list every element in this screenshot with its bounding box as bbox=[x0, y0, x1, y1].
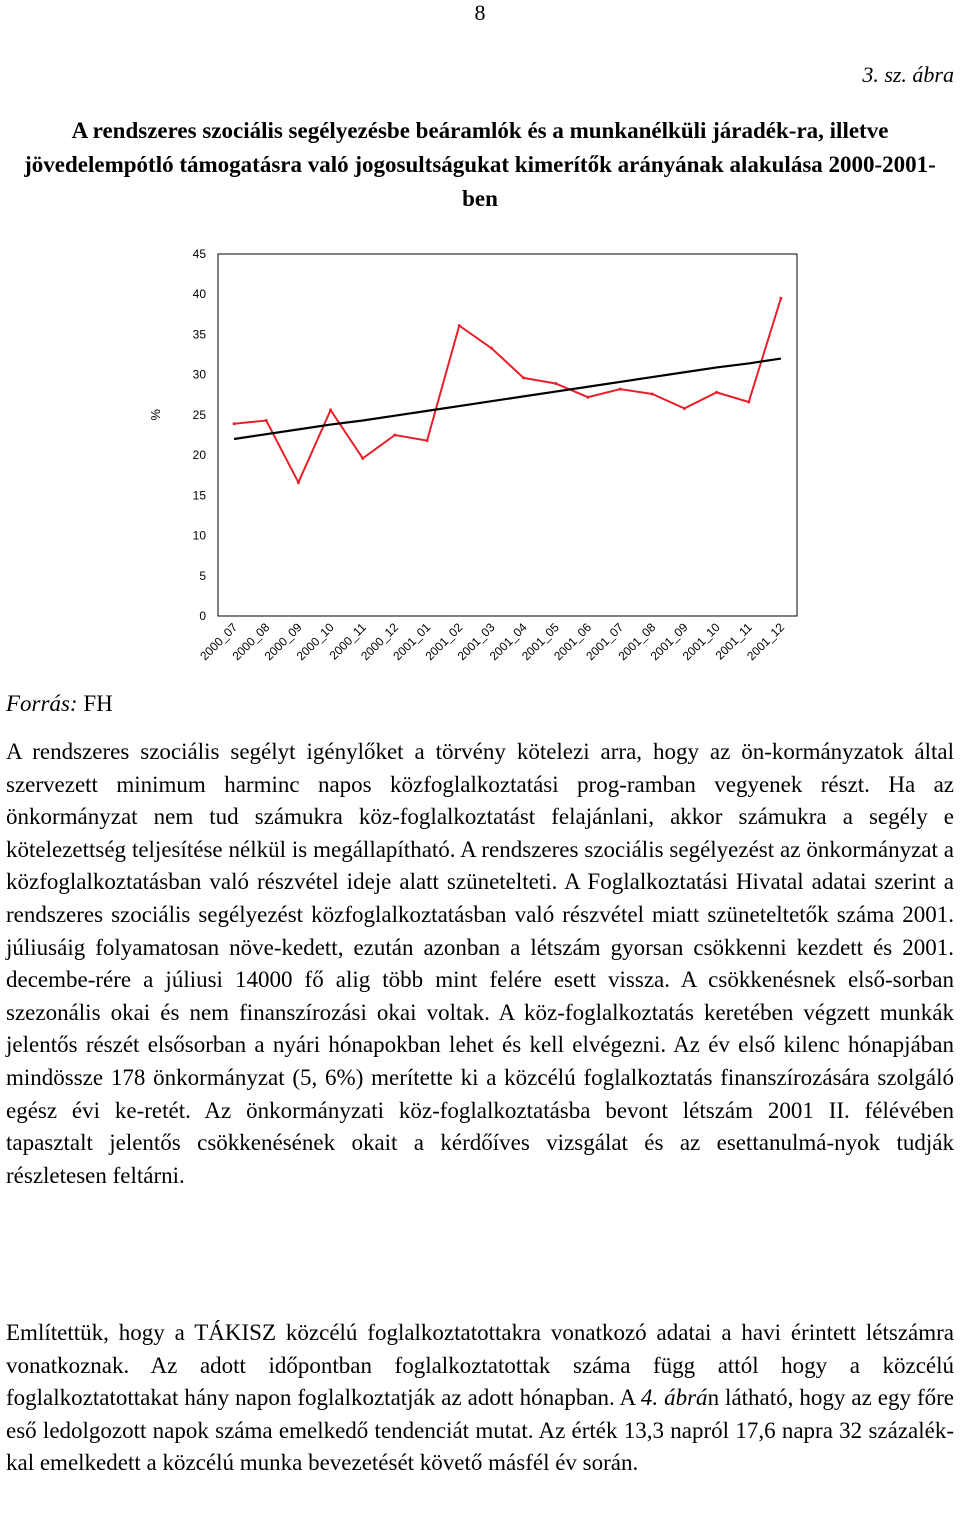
data-point bbox=[490, 347, 493, 350]
chart-svg bbox=[140, 240, 820, 680]
x-tick-label: 2000_10 bbox=[293, 620, 337, 664]
x-tick-label: 2001_09 bbox=[647, 620, 691, 664]
figure-reference: 4. ábrá bbox=[640, 1385, 708, 1411]
data-point bbox=[297, 481, 300, 484]
y-tick-label: 35 bbox=[192, 327, 206, 342]
y-tick-label: 20 bbox=[192, 448, 206, 463]
figure-label: 3. sz. ábra bbox=[862, 62, 954, 87]
plot-frame bbox=[218, 254, 797, 616]
data-point bbox=[651, 392, 654, 395]
y-tick-label: 40 bbox=[192, 287, 206, 302]
trend-line bbox=[234, 359, 781, 439]
y-tick-label: 30 bbox=[192, 367, 206, 382]
data-point bbox=[265, 419, 268, 422]
paragraph-2 bbox=[6, 1317, 954, 1480]
data-point bbox=[393, 434, 396, 437]
paragraph-2-text-end: n látható, hogy az egy főre eső ledolgozott napok száma emelkedő tendenciát mutat. Az érték 13,3 napról 17,6 napra 32 százalék-kal emelkedett a közcélú munka bevezetését követő másfél év során. bbox=[6, 1385, 954, 1476]
x-tick-label: 2001_03 bbox=[454, 620, 498, 664]
data-point bbox=[586, 396, 589, 399]
x-tick-label: 2001_10 bbox=[679, 620, 723, 664]
y-tick-label: 10 bbox=[192, 528, 206, 543]
data-point bbox=[683, 407, 686, 410]
y-axis-label: % bbox=[148, 409, 163, 421]
y-tick-label: 45 bbox=[192, 247, 206, 261]
data-point bbox=[361, 457, 364, 460]
x-tick-label: 2001_05 bbox=[518, 620, 562, 664]
y-tick-label: 0 bbox=[199, 609, 206, 623]
x-tick-label: 2000_09 bbox=[261, 620, 305, 664]
page-number: 8 bbox=[474, 0, 486, 25]
x-tick-label: 2000_07 bbox=[197, 620, 241, 664]
line-chart bbox=[140, 240, 820, 680]
data-point bbox=[522, 376, 525, 379]
x-tick-label: 2001_07 bbox=[583, 620, 627, 664]
x-tick-label: 2001_12 bbox=[744, 620, 788, 664]
data-point bbox=[329, 409, 332, 412]
y-tick-label: 5 bbox=[199, 568, 206, 583]
source-note bbox=[6, 690, 113, 718]
data-point bbox=[715, 391, 718, 394]
paragraph-1: A rendszeres szociális segélyt igénylőket a törvény kötelezi arra, hogy az ön-kormányzatok által szervezett minimum harminc napos közfoglalkoztatási prog-ramban vegyenek részt. Ha az önkormányzat nem tud számukra köz-foglalkoztatást felajánlani, akkor számukra a segély e kötelezettség teljesítése nélkül is megállapítható. A rendszeres szociális segélyezést az önkormányzat a közfoglalkoztatásban való részvétel ideje alatt szünetelteti. A Foglalkoztatási Hivatal adatai szerint a rendszeres szociális segélyezést közfoglalkoztatásban való részvétel miatt szüneteltetők száma 2001. júliusáig folyamatosan növe-kedett, ezután azonban a létszám gyorsan csökkenni kezdett és 2001. decembe-rére a júliusi 14000 fő alig több mint felére esett vissza. A csökkenésnek első-sorban szezonális okai és nem finanszírozási okai voltak. A köz-foglalkoztatás keretében végzett munkák jelentős részét elsősorban a nyári hónapokban lehet és kell elvégezni. Az év első kilenc hónapjában mindössze 178 önkormányzat (5, 6%) merítette ki a közcélú foglalkoztatás finanszírozására szolgáló egész évi ke-retét. Az önkormányzati köz-foglalkoztatásba bevont létszám 2001 II. félévében tapasztalt jelentős csökkenésének okait a kérdőíves vizsgálat és az esettanulmá-nyok tudják részletesen feltárni. bbox=[6, 739, 954, 1188]
paragraph-2-text-start: Említettük, hogy a TÁKISZ közcélú foglalkoztatottakra vonatkozó adatai a havi érintett létszámra vonatkoznak. Az adott időpontban foglalkoztatottak száma függ attól hogy a közcélú foglalkoztatottakat hány napon foglalkoztatják az adott hónapban. A bbox=[6, 1320, 954, 1411]
x-tick-label: 2001_08 bbox=[615, 620, 659, 664]
x-tick-label: 2000_08 bbox=[229, 620, 273, 664]
data-point bbox=[426, 439, 429, 442]
x-tick-label: 2000_11 bbox=[326, 620, 369, 663]
data-point bbox=[554, 382, 557, 385]
data-point bbox=[747, 401, 750, 404]
x-tick-label: 2001_04 bbox=[486, 620, 530, 664]
y-tick-label: 15 bbox=[192, 488, 206, 503]
figure-title: A rendszeres szociális segélyezésbe beáramlók és a munkanélküli járadék-ra, illetve jövedelempótló támogatásra való jogosultságukat kimerítők arányának alakulása 2000-2001-ben bbox=[24, 118, 936, 211]
x-tick-label: 2001_02 bbox=[422, 620, 466, 664]
x-tick-label: 2001_11 bbox=[712, 620, 755, 663]
source-value: FH bbox=[83, 691, 113, 716]
y-tick-label: 25 bbox=[192, 407, 206, 422]
data-point bbox=[619, 388, 622, 391]
x-tick-label: 2001_01 bbox=[390, 620, 434, 664]
data-point bbox=[779, 297, 782, 300]
x-tick-label: 2001_06 bbox=[551, 620, 595, 664]
source-label: Forrás: bbox=[6, 691, 78, 716]
data-point bbox=[458, 324, 461, 327]
x-tick-label: 2000_12 bbox=[358, 620, 402, 664]
series-line bbox=[234, 298, 781, 482]
data-point bbox=[233, 422, 236, 425]
